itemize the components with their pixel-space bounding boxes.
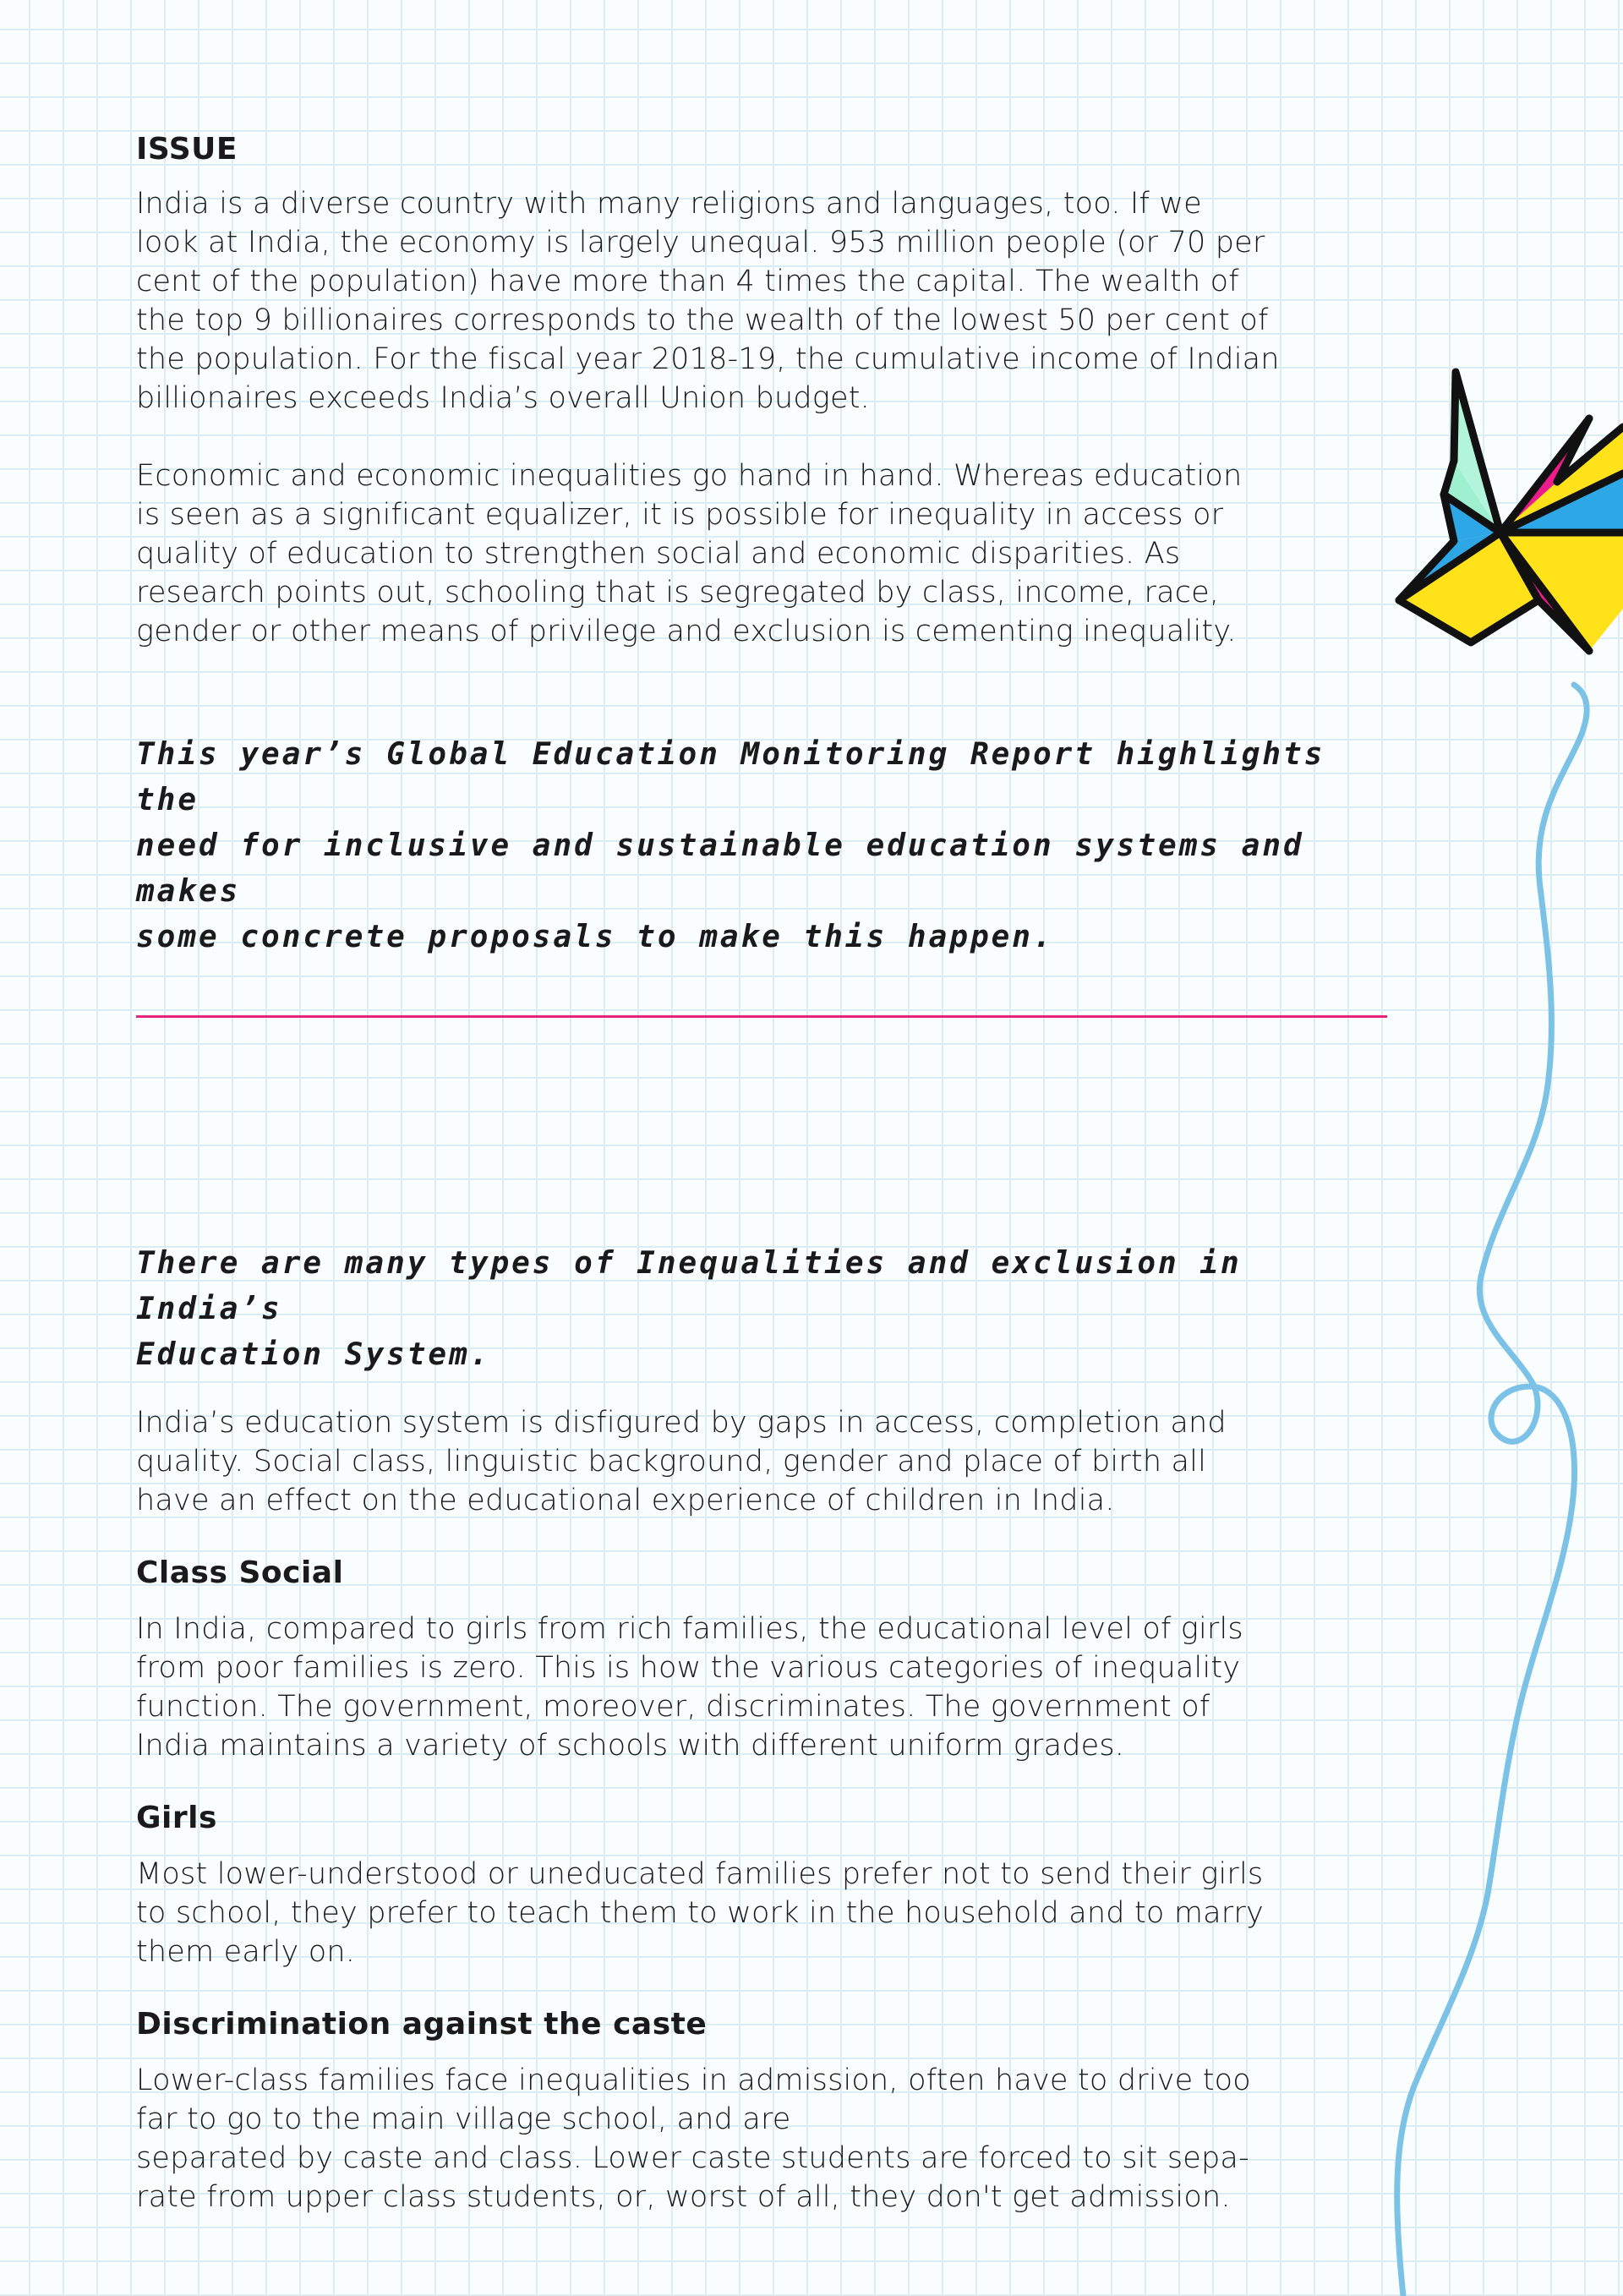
kite-string <box>1397 685 1587 2296</box>
issue-paragraph-2 <box>136 456 1404 651</box>
highlight-quote <box>136 732 1404 960</box>
text-line: rate from upper class students, or, worst of all, they don't get admission. <box>136 2180 1231 2214</box>
pinwheel-icon <box>1399 372 1623 651</box>
text-line: to school, they prefer to teach them to work in the household and to marry <box>136 1896 1264 1930</box>
text-line: them early on. <box>136 1935 356 1969</box>
text-line: Most lower-understood or uneducated families prefer not to send their girls <box>136 1857 1264 1891</box>
text-line: separated by caste and class. Lower caste students are forced to sit sepa- <box>136 2141 1249 2175</box>
types-heading-line: Education System. <box>136 1337 491 1372</box>
class-social-heading: Class Social <box>136 1555 344 1590</box>
text-line: Economic and economic inequalities go hand in hand. Whereas education <box>136 459 1243 493</box>
text-line: billionaires exceeds India’s overall Union budget. <box>136 381 870 415</box>
types-heading <box>136 1241 1404 1378</box>
text-line: is seen as a significant equalizer, it is possible for inequality in access or <box>136 498 1224 532</box>
text-line: India is a diverse country with many religions and languages, too. If we <box>136 187 1202 221</box>
text-line: India maintains a variety of schools with different uniform grades. <box>136 1729 1125 1763</box>
text-line: look at India, the economy is largely unequal. 953 million people (or 70 per <box>136 226 1265 260</box>
text-line: function. The government, moreover, discriminates. The government of <box>136 1690 1210 1724</box>
caste-paragraph <box>136 2061 1404 2217</box>
quote-line: This year’s Global Education Monitoring Report highlights the <box>136 737 1325 817</box>
quote-line: need for inclusive and sustainable education systems and makes <box>136 828 1304 909</box>
quote-line: some concrete proposals to make this happen. <box>136 920 1054 954</box>
text-line: the population. For the fiscal year 2018-19, the cumulative income of Indian <box>136 342 1280 376</box>
class-social-paragraph <box>136 1610 1404 1765</box>
text-line: cent of the population) have more than 4 times the capital. The wealth of <box>136 265 1239 298</box>
text-line: India’s education system is disfigured by gaps in access, completion and <box>136 1406 1227 1440</box>
types-intro <box>136 1403 1404 1520</box>
types-heading-line: There are many types of Inequalities and exclusion in India’s <box>136 1246 1242 1326</box>
issue-heading: ISSUE <box>136 132 238 167</box>
girls-heading: Girls <box>136 1801 217 1835</box>
girls-paragraph <box>136 1855 1404 1971</box>
main-content <box>136 118 1404 2217</box>
text-line: quality of education to strengthen social and economic disparities. As <box>136 537 1181 571</box>
text-line: Lower-class families face inequalities in admission, often have to drive too <box>136 2064 1251 2097</box>
text-line: have an effect on the educational experience of children in India. <box>136 1484 1115 1517</box>
issue-paragraph-1 <box>136 184 1404 418</box>
text-line: gender or other means of privilege and exclusion is cementing inequality. <box>136 615 1237 648</box>
text-line: from poor families is zero. This is how the various categories of inequality <box>136 1651 1241 1685</box>
text-line: research points out, schooling that is segregated by class, income, race, <box>136 576 1220 610</box>
text-line: In India, compared to girls from rich families, the educational level of girls <box>136 1612 1243 1646</box>
text-line: far to go to the main village school, and are <box>136 2102 791 2136</box>
text-line: the top 9 billionaires corresponds to the wealth of the lowest 50 per cent of <box>136 303 1269 337</box>
caste-heading: Discrimination against the caste <box>136 2007 708 2042</box>
text-line: quality. Social class, linguistic background, gender and place of birth all <box>136 1445 1207 1479</box>
